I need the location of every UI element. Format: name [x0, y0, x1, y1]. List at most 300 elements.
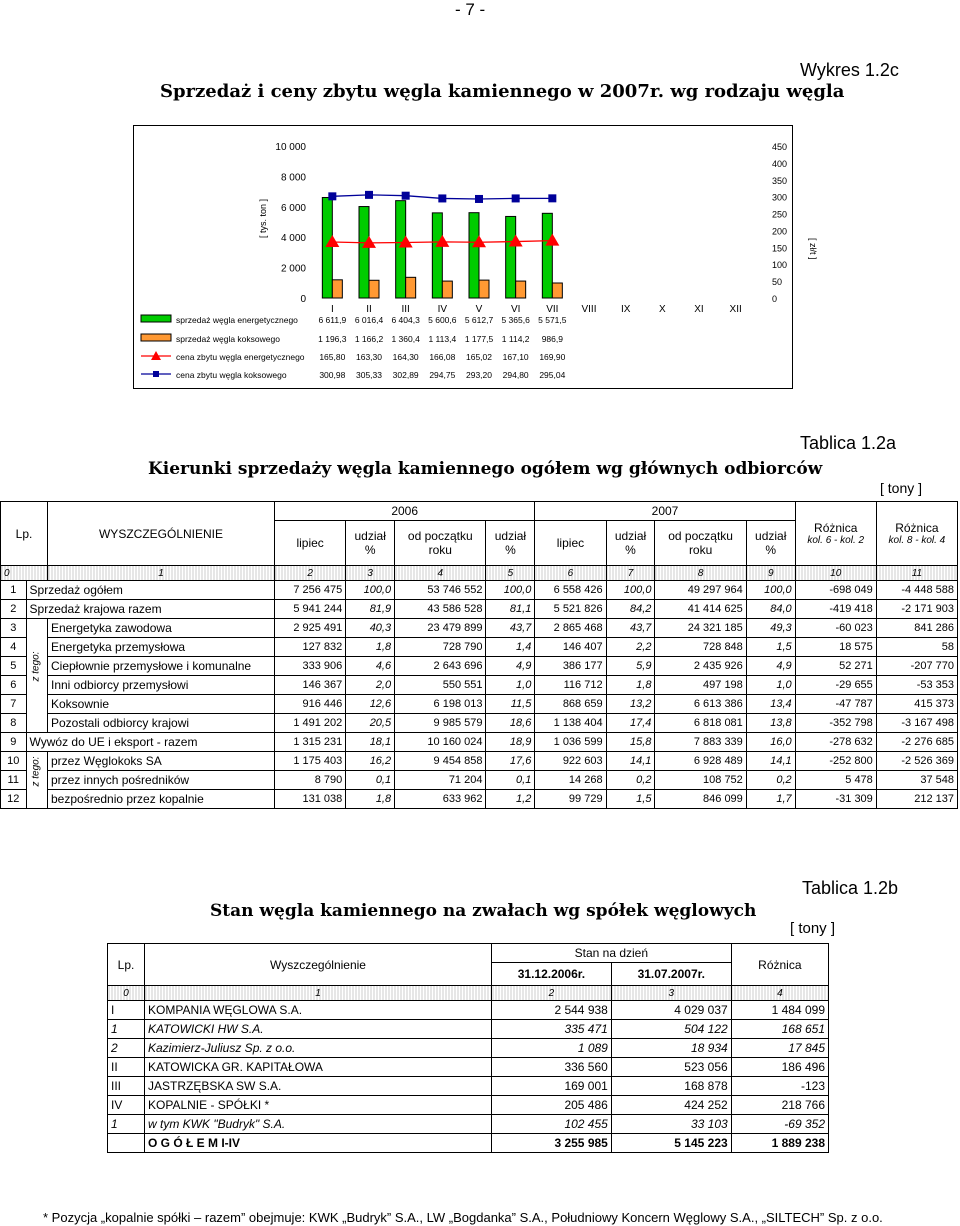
- value-cell: 18,6: [486, 714, 535, 733]
- row-name: KATOWICKI HW S.A.: [145, 1020, 492, 1039]
- header-july: lipiec: [275, 521, 346, 566]
- data-label: 166,08: [429, 352, 456, 362]
- row-name: KATOWICKA GR. KAPITAŁOWA: [145, 1058, 492, 1077]
- value-cell: 169 001: [492, 1077, 612, 1096]
- z-tego-cell: [26, 619, 47, 733]
- index-cell: 4: [731, 986, 828, 1001]
- data-label: 165,02: [466, 352, 492, 362]
- value-cell: 9 985 579: [395, 714, 486, 733]
- table-row: [1, 600, 958, 619]
- lp-cell: 9: [1, 733, 27, 752]
- point-marker: [475, 195, 483, 203]
- value-cell: 13,8: [746, 714, 795, 733]
- value-cell: -31 309: [795, 790, 876, 809]
- value-cell: -2 526 369: [876, 752, 957, 771]
- header-share: [606, 521, 655, 566]
- value-cell: 212 137: [876, 790, 957, 809]
- row-name: Inni odbiorcy przemysłowi: [48, 676, 275, 695]
- table-a-unit: [ tony ]: [880, 480, 923, 496]
- bar: [552, 283, 562, 298]
- value-cell: 424 252: [611, 1096, 731, 1115]
- value-cell: 1 889 238: [731, 1134, 828, 1153]
- data-label: 6 404,3: [391, 315, 420, 325]
- table-row: [1, 752, 958, 771]
- point-marker: [548, 194, 556, 202]
- table-b-unit: [ tony ]: [790, 920, 836, 937]
- data-label: 1 196,3: [318, 334, 347, 344]
- index-cell: 0: [1, 566, 48, 581]
- value-cell: 1,5: [746, 638, 795, 657]
- point-marker: [512, 194, 520, 202]
- legend-marker: [153, 371, 159, 377]
- value-cell: 1,0: [746, 676, 795, 695]
- value-cell: 1,8: [346, 790, 395, 809]
- value-cell: 100,0: [746, 581, 795, 600]
- table-row: [1, 581, 958, 600]
- table-b-label: Tablica 1.2b: [802, 878, 899, 898]
- data-label: 1 166,2: [354, 334, 384, 344]
- value-cell: 2,0: [346, 676, 395, 695]
- table-row: [1, 771, 958, 790]
- value-cell: 41 414 625: [655, 600, 746, 619]
- value-cell: 4,9: [486, 657, 535, 676]
- value-cell: 186 496: [731, 1058, 828, 1077]
- value-cell: -60 023: [795, 619, 876, 638]
- lp-cell: III: [108, 1077, 145, 1096]
- value-cell: 17,6: [486, 752, 535, 771]
- lp-cell: 10: [1, 752, 27, 771]
- value-cell: 6 558 426: [535, 581, 606, 600]
- lp-cell: 7: [1, 695, 27, 714]
- value-cell: -698 049: [795, 581, 876, 600]
- diff-cols: kol. 6 - kol. 2: [807, 535, 865, 546]
- pct-label: %: [625, 543, 636, 557]
- value-cell: 40,3: [346, 619, 395, 638]
- value-cell: 5,9: [606, 657, 655, 676]
- value-cell: 131 038: [275, 790, 346, 809]
- header-2007: 2007: [535, 502, 795, 521]
- value-cell: 4 029 037: [611, 1001, 731, 1020]
- data-label: 294,80: [502, 370, 529, 380]
- share-label: udział: [755, 529, 787, 543]
- value-cell: -69 352: [731, 1115, 828, 1134]
- bar: [542, 213, 552, 298]
- value-cell: 2 643 696: [395, 657, 486, 676]
- value-cell: 20,5: [346, 714, 395, 733]
- footnote: * Pozycja „kopalnie spółki – razem” obejmuje: KWK „Budryk” S.A., LW „Bogdanka” S.A., Południowy Koncern Węglowy S.A., „SILTECH” Sp. z o.o.: [43, 1210, 883, 1225]
- row-name: przez Węglokoks SA: [48, 752, 275, 771]
- table-row: [1, 790, 958, 809]
- value-cell: 102 455: [492, 1115, 612, 1134]
- legend-label: cena zbytu węgla energetycznego: [176, 352, 305, 362]
- chart-frame: [133, 125, 818, 389]
- header-share: [746, 521, 795, 566]
- value-cell: 7 256 475: [275, 581, 346, 600]
- value-cell: 100,0: [486, 581, 535, 600]
- value-cell: 2,2: [606, 638, 655, 657]
- point-marker: [402, 192, 410, 200]
- index-cell: 11: [876, 566, 957, 581]
- lp-cell: 11: [1, 771, 27, 790]
- year-label: roku: [428, 543, 452, 557]
- right-tick-label: 200: [772, 226, 788, 237]
- header-ytd: [395, 521, 486, 566]
- data-label: 163,30: [356, 352, 382, 362]
- header-stan: Stan na dzień: [492, 944, 732, 963]
- value-cell: 16,2: [346, 752, 395, 771]
- x-tick-label: VIII: [581, 304, 597, 315]
- value-cell: 13,4: [746, 695, 795, 714]
- header-diff-2: [876, 502, 957, 566]
- z-tego-label: z tego:: [30, 651, 42, 682]
- header-lp: Lp.: [1, 502, 48, 566]
- bar: [369, 280, 379, 298]
- lp-cell: 6: [1, 676, 27, 695]
- lp-cell: 1: [1, 581, 27, 600]
- value-cell: 1,8: [346, 638, 395, 657]
- value-cell: 37 548: [876, 771, 957, 790]
- value-cell: 386 177: [535, 657, 606, 676]
- data-label: 167,10: [502, 352, 529, 362]
- lp-cell: I: [108, 1001, 145, 1020]
- value-cell: 6 818 081: [655, 714, 746, 733]
- chart-section-title: Sprzedaż i ceny zbytu węgla kamiennego w 2007r. wg rodzaju węgla: [160, 81, 845, 102]
- table-row: [108, 1039, 829, 1058]
- header-2006: 2006: [275, 502, 535, 521]
- table-a: [0, 501, 958, 809]
- value-cell: 497 198: [655, 676, 746, 695]
- value-cell: 14,1: [746, 752, 795, 771]
- value-cell: 116 712: [535, 676, 606, 695]
- value-cell: 0,1: [486, 771, 535, 790]
- value-cell: 43,7: [486, 619, 535, 638]
- legend-swatch: [141, 315, 171, 322]
- right-tick-label: 150: [772, 243, 788, 254]
- header-share: [346, 521, 395, 566]
- table-row: [108, 1115, 829, 1134]
- table-row: [1, 676, 958, 695]
- x-tick-label: II: [366, 304, 372, 315]
- pct-label: %: [364, 543, 376, 557]
- right-tick-label: 250: [772, 209, 788, 220]
- header-share: [486, 521, 535, 566]
- bar: [506, 216, 516, 298]
- right-tick-label: 300: [772, 192, 788, 203]
- value-cell: 5 941 244: [275, 600, 346, 619]
- lp-cell: [108, 1134, 145, 1153]
- value-cell: 728 848: [655, 638, 746, 657]
- value-cell: 81,9: [346, 600, 395, 619]
- value-cell: 49,3: [746, 619, 795, 638]
- index-cell: 6: [535, 566, 606, 581]
- share-label: udział: [614, 529, 647, 543]
- value-cell: -123: [731, 1077, 828, 1096]
- data-label: 6 611,9: [318, 315, 347, 325]
- value-cell: 550 551: [395, 676, 486, 695]
- value-cell: 71 204: [395, 771, 486, 790]
- value-cell: 415 373: [876, 695, 957, 714]
- value-cell: 0,2: [606, 771, 655, 790]
- value-cell: 58: [876, 638, 957, 657]
- x-tick-label: X: [658, 304, 666, 315]
- value-cell: -29 655: [795, 676, 876, 695]
- value-cell: -53 353: [876, 676, 957, 695]
- row-name: Energetyka zawodowa: [48, 619, 275, 638]
- value-cell: 868 659: [535, 695, 606, 714]
- value-cell: 43,7: [606, 619, 655, 638]
- value-cell: 4,9: [746, 657, 795, 676]
- bar: [396, 201, 406, 298]
- table-a-title: Kierunki sprzedaży węgla kamiennego ogółem wg głównych odbiorców: [148, 459, 823, 479]
- value-cell: -252 800: [795, 752, 876, 771]
- x-tick-label: IV: [437, 304, 448, 315]
- value-cell: 1,4: [486, 638, 535, 657]
- table-a-label: Tablica 1.2a: [800, 433, 897, 453]
- row-name: JASTRZĘBSKA SW S.A.: [145, 1077, 492, 1096]
- value-cell: 6 198 013: [395, 695, 486, 714]
- data-label: 5 600,6: [428, 315, 457, 325]
- table-row: [1, 733, 958, 752]
- data-label: 305,33: [356, 370, 382, 380]
- value-cell: -4 448 588: [876, 581, 957, 600]
- lp-cell: 12: [1, 790, 27, 809]
- value-cell: 633 962: [395, 790, 486, 809]
- lp-cell: IV: [108, 1096, 145, 1115]
- value-cell: 3 255 985: [492, 1134, 612, 1153]
- year-label: roku: [688, 543, 713, 557]
- value-cell: 6 928 489: [655, 752, 746, 771]
- value-cell: 1,0: [486, 676, 535, 695]
- value-cell: 11,5: [486, 695, 535, 714]
- data-label: 986,9: [541, 334, 563, 344]
- data-label: 300,98: [319, 370, 346, 380]
- x-tick-label: XII: [729, 304, 742, 315]
- point-marker: [328, 192, 336, 200]
- header-date-1: 31.12.2006r.: [492, 963, 612, 986]
- x-tick-label: III: [401, 304, 410, 315]
- value-cell: 1,7: [746, 790, 795, 809]
- row-name: Ciepłownie przemysłowe i komunalne: [48, 657, 275, 676]
- x-tick-label: IX: [620, 304, 631, 315]
- value-cell: 18,9: [486, 733, 535, 752]
- header-description: WYSZCZEGÓLNIENIE: [48, 502, 275, 566]
- value-cell: 14,1: [606, 752, 655, 771]
- value-cell: 10 160 024: [395, 733, 486, 752]
- value-cell: 52 271: [795, 657, 876, 676]
- row-name: Pozostali odbiorcy krajowi: [48, 714, 275, 733]
- x-tick-label: I: [330, 304, 334, 315]
- table-row: [1, 714, 958, 733]
- value-cell: 205 486: [492, 1096, 612, 1115]
- lp-cell: 8: [1, 714, 27, 733]
- value-cell: 6 613 386: [655, 695, 746, 714]
- row-name: Koksownie: [48, 695, 275, 714]
- value-cell: 17 845: [731, 1039, 828, 1058]
- data-label: 164,30: [392, 352, 419, 362]
- point-marker: [438, 194, 446, 202]
- value-cell: 0,1: [346, 771, 395, 790]
- value-cell: 9 454 858: [395, 752, 486, 771]
- legend-swatch: [141, 334, 171, 341]
- header-ytd: [655, 521, 746, 566]
- header-diff: Różnica: [731, 944, 828, 986]
- value-cell: 24 321 185: [655, 619, 746, 638]
- value-cell: 504 122: [611, 1020, 731, 1039]
- lp-cell: 1: [108, 1020, 145, 1039]
- bar: [432, 213, 442, 298]
- value-cell: 146 407: [535, 638, 606, 657]
- row-name: KOPALNIE - SPÓŁKI *: [145, 1096, 492, 1115]
- value-cell: -207 770: [876, 657, 957, 676]
- lp-cell: II: [108, 1058, 145, 1077]
- row-name: Sprzedaż ogółem: [26, 581, 274, 600]
- bar: [469, 213, 479, 298]
- value-cell: 81,1: [486, 600, 535, 619]
- data-label: 1 114,2: [501, 334, 530, 344]
- value-cell: 49 297 964: [655, 581, 746, 600]
- bar: [322, 197, 332, 298]
- pct-label: %: [505, 543, 516, 557]
- value-cell: 13,2: [606, 695, 655, 714]
- value-cell: 33 103: [611, 1115, 731, 1134]
- value-cell: 8 790: [275, 771, 346, 790]
- row-name: Sprzedaż krajowa razem: [26, 600, 274, 619]
- index-cell: 1: [145, 986, 492, 1001]
- lp-cell: 4: [1, 638, 27, 657]
- value-cell: 99 729: [535, 790, 606, 809]
- legend-label: sprzedaż węgla koksowego: [176, 334, 280, 344]
- value-cell: 916 446: [275, 695, 346, 714]
- value-cell: 18 934: [611, 1039, 731, 1058]
- value-cell: 5 478: [795, 771, 876, 790]
- value-cell: -2 276 685: [876, 733, 957, 752]
- value-cell: 0,2: [746, 771, 795, 790]
- value-cell: 4,6: [346, 657, 395, 676]
- value-cell: 523 056: [611, 1058, 731, 1077]
- value-cell: 168 651: [731, 1020, 828, 1039]
- value-cell: 168 878: [611, 1077, 731, 1096]
- data-label: 1 177,5: [464, 334, 494, 344]
- value-cell: 335 471: [492, 1020, 612, 1039]
- table-row: [1, 619, 958, 638]
- value-cell: 7 883 339: [655, 733, 746, 752]
- bar: [332, 280, 342, 298]
- legend-label: cena zbytu węgla koksowego: [176, 370, 287, 380]
- left-tick-label: 4 000: [280, 233, 306, 245]
- lp-cell: 1: [108, 1115, 145, 1134]
- row-name: przez innych pośredników: [48, 771, 275, 790]
- y-axis-right-label: [ zł/t ]: [808, 238, 818, 260]
- pct-label: %: [765, 543, 777, 557]
- index-cell: 1: [48, 566, 275, 581]
- row-name: w tym KWK "Budryk" S.A.: [145, 1115, 492, 1134]
- index-cell: 3: [611, 986, 731, 1001]
- lp-cell: 3: [1, 619, 27, 638]
- sales-chart: [134, 126, 818, 388]
- diff-cols: kol. 8 - kol. 4: [888, 535, 946, 546]
- value-cell: 333 906: [275, 657, 346, 676]
- value-cell: 5 521 826: [535, 600, 606, 619]
- value-cell: 84,2: [606, 600, 655, 619]
- data-label: 5 365,6: [501, 315, 530, 325]
- value-cell: 2 544 938: [492, 1001, 612, 1020]
- index-cell: 2: [275, 566, 346, 581]
- right-tick-label: 450: [772, 142, 788, 152]
- right-tick-label: 350: [772, 175, 788, 186]
- value-cell: 53 746 552: [395, 581, 486, 600]
- table-row: [1, 657, 958, 676]
- header-july: lipiec: [535, 521, 606, 566]
- value-cell: 23 479 899: [395, 619, 486, 638]
- data-label: 5 571,5: [538, 315, 567, 325]
- index-cell: 3: [346, 566, 395, 581]
- value-cell: 841 286: [876, 619, 957, 638]
- header-date-2: 31.07.2007r.: [611, 963, 731, 986]
- row-name: Kazimierz-Juliusz Sp. z o.o.: [145, 1039, 492, 1058]
- bar: [479, 280, 489, 298]
- value-cell: 146 367: [275, 676, 346, 695]
- value-cell: 1 315 231: [275, 733, 346, 752]
- index-cell: 5: [486, 566, 535, 581]
- value-cell: -419 418: [795, 600, 876, 619]
- value-cell: 18,1: [346, 733, 395, 752]
- value-cell: -352 798: [795, 714, 876, 733]
- data-label: 1 113,4: [428, 334, 457, 344]
- index-cell: 7: [606, 566, 655, 581]
- bar: [442, 281, 452, 298]
- z-tego-label: z tego:: [30, 755, 42, 786]
- z-tego-cell: [26, 752, 47, 809]
- value-cell: 1 138 404: [535, 714, 606, 733]
- table-row: [108, 1077, 829, 1096]
- y-axis-left-label: [ tys. ton ]: [258, 198, 268, 238]
- lp-cell: 2: [1, 600, 27, 619]
- header-description: Wyszczególnienie: [145, 944, 492, 986]
- row-name: KOMPANIA WĘGLOWA S.A.: [145, 1001, 492, 1020]
- index-cell: 10: [795, 566, 876, 581]
- value-cell: 15,8: [606, 733, 655, 752]
- value-cell: 1 175 403: [275, 752, 346, 771]
- value-cell: 1 484 099: [731, 1001, 828, 1020]
- data-label: 165,80: [319, 352, 346, 362]
- x-tick-label: VI: [510, 304, 521, 315]
- right-tick-label: 0: [772, 294, 778, 304]
- data-label: 295,04: [539, 370, 566, 380]
- value-cell: 846 099: [655, 790, 746, 809]
- index-cell: 0: [108, 986, 145, 1001]
- index-cell: 4: [395, 566, 486, 581]
- x-tick-label: V: [475, 304, 483, 315]
- bar: [406, 277, 416, 298]
- data-label: 302,89: [392, 370, 419, 380]
- data-label: 6 016,4: [354, 315, 384, 325]
- right-tick-label: 100: [772, 260, 788, 271]
- left-tick-label: 0: [300, 294, 306, 305]
- value-cell: 728 790: [395, 638, 486, 657]
- value-cell: 922 603: [535, 752, 606, 771]
- value-cell: 14 268: [535, 771, 606, 790]
- table-row: [108, 1020, 829, 1039]
- x-tick-label: VII: [546, 304, 559, 315]
- table-row: [108, 1058, 829, 1077]
- table-row: [1, 638, 958, 657]
- index-cell: 9: [746, 566, 795, 581]
- right-tick-label: 400: [772, 158, 788, 169]
- ytd-label: od początku: [668, 529, 733, 543]
- left-tick-label: 6 000: [280, 202, 306, 214]
- data-label: 169,90: [539, 352, 566, 362]
- value-cell: 1 036 599: [535, 733, 606, 752]
